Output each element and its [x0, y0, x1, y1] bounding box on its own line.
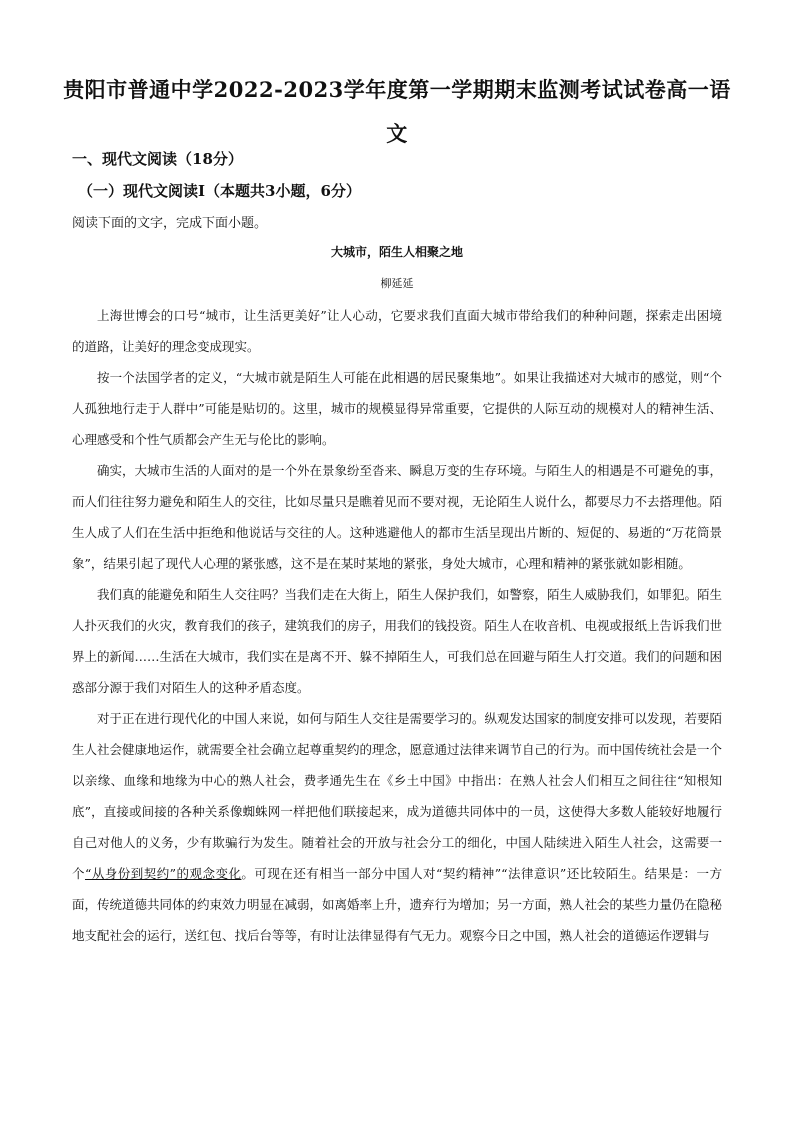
article-body	[72, 300, 722, 951]
paragraph-1: 上海世博会的口号“城市，让生活更美好”让人心动，它要求我们直面大城市带给我们的种种问题，探索走出困境的道路，让美好的理念变成现实。	[72, 308, 722, 354]
page-title: 贵阳市普通中学2022-2023学年度第一学期期末监测考试试卷高一语文	[63, 77, 731, 146]
section-heading: 一、现代文阅读（18分）	[72, 150, 243, 168]
paragraph-3: 确实，大城市生活的人面对的是一个外在景象纷至沓来、瞬息万变的生存环境。与陌生人的相遇是不可避免的事，而人们往往努力避免和陌生人的交往，比如尽量只是瞧着见而不要对视，无论陌生人说什么，都要尽力不去搭理他。陌生人成了人们在生活中拒绝和他说话与交往的人。这种逃避他人的都市生活呈现出片断的、短促的、易逝的“万花筒景象”，结果引起了现代人心理的紧张感，这不是在某时某地的紧张，身处大城市，心理和精神的紧张就如影相随。	[72, 463, 723, 571]
paragraph-5-part-2: 。可现在还有相当一部分中国人对“契约精神”“法律意识”还比较陌生。结果是：一方面，传统道德共同体的约束效力明显在减弱，如离婚率上升，遗弃行为增加；另一方面，熟人社会的某些力量仍在隐秘地支配社会的运行，送红包、找后台等等，有时让法律显得有气无力。观察今日之中国，熟人社会的道德运作逻辑与	[72, 866, 723, 943]
paragraph-2: 按一个法国学者的定义，“大城市就是陌生人可能在此相遇的居民聚集地”。如果让我描述对大城市的感觉，则“个人孤独地行走于人群中”可能是贴切的。这里，城市的规模显得异常重要，它提供的人际互动的规模对人的精神生活、心理感受和个性气质都会产生无与伦比的影响。	[72, 370, 722, 447]
article-author: 柳延延	[380, 277, 414, 290]
paragraph-4: 我们真的能避免和陌生人交往吗？当我们走在大街上，陌生人保护我们，如警察，陌生人威胁我们，如罪犯。陌生人扑灭我们的火灾，教育我们的孩子，建筑我们的房子，用我们的钱投资。陌生人在收音机、电视或报纸上告诉我们世界上的新闻……生活在大城市，我们实在是离不开、躲不掉陌生人，可我们总在回避与陌生人打交道。我们的问题和困惑部分源于我们对陌生人的这种矛盾态度。	[72, 587, 723, 695]
subsection-heading: （一）现代文阅读Ⅰ（本题共3小题，6分）	[78, 182, 361, 200]
underlined-phrase: “从身份到契约”的观念变化	[84, 866, 242, 881]
article-title: 大城市，陌生人相聚之地	[330, 245, 463, 259]
paragraph-5	[72, 703, 722, 951]
paragraph-5-part-1: 对于正在进行现代化的中国人来说，如何与陌生人交往是需要学习的。纵观发达国家的制度安排可以发现，若要陌生人社会健康地运作，就需要全社会确立起尊重契约的理念，愿意通过法律来调节自己的行为。而中国传统社会是一个以亲缘、血缘和地缘为中心的熟人社会，费孝通先生在《乡土中国》中指出：在熟人社会人们相互之间往往“知根知底”，直接或间接的各种关系像蜘蛛网一样把他们联接起来，成为道德共同体中的一员，这使得大多数人能较好地履行自己对他人的义务，少有欺骗行为发生。随着社会的开放与社会分工的细化，中国人陆续进入陌生人社会，这需要一个	[72, 711, 723, 881]
instruction-text: 阅读下面的文字，完成下面小题。	[72, 216, 268, 231]
